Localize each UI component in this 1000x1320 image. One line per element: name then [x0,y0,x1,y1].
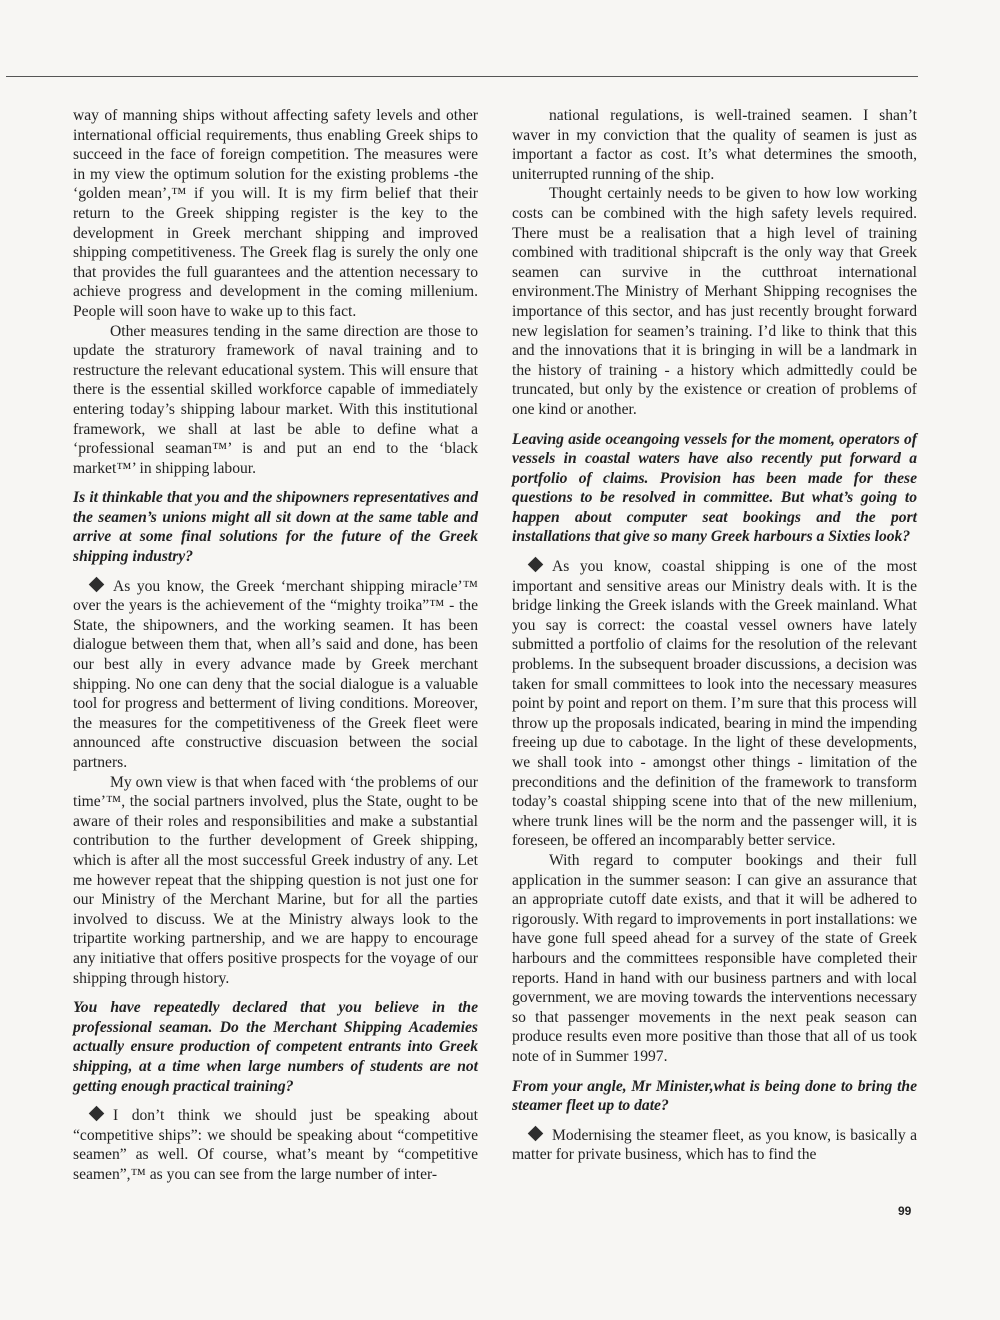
left-column [73,106,478,1184]
interview-question: From your angle, Mr Minister,what is being done to bring the steamer fleet up to date? [512,1077,917,1115]
answer-text: I don’t think we should just be speaking about “competitive ships”: we should be speaking about “competitive seamen” as well. Of course, what’s meant by “competitive seamen”,™ as you can see from the large number of inter- [73,1107,478,1183]
diamond-bullet-icon [528,557,544,573]
diamond-bullet-icon [89,576,105,592]
answer-paragraph [512,557,917,851]
interview-question: Leaving aside oceangoing vessels for the moment, operators of vessels in coastal waters have also recently put forward a portfolio of claims. Provision has been made for these questions to be resolved in committee. But what’s going to happen about computer seat bookings and the port installations that give so many Greek harbours a Sixties look? [512,430,917,546]
paragraph: With regard to computer bookings and their full application in the summer season: I can give an assurance that an appropriate cutoff date exists, and that it will be adhered to rigorously. With regard to improvements in port installations: we have gone full speed ahead for a survey of the state of Greek harbours and the committees responsible have completed their reports. Hand in hand with our business partners and with local government, we are moving towards the interventions necessary so that passenger movements in the next peak season can produce results even more positive than those that all of us took note of in Summer 1997. [512,851,917,1065]
answer-text: Modernising the steamer fleet, as you know, is basically a matter for private business, which has to find the [512,1126,917,1164]
right-column [512,106,917,1165]
paragraph: Other measures tending in the same direction are those to update the straturory framework of naval training and to restructure the relevant educational system. This will ensure that there is the essential skilled workforce capable of immediately entering today’s shipping labour market. With this institutional framework, we shall at last be able to define what a ‘professional seaman™’ is and put an end to the ‘black market™’ in shipping labour. [73,322,478,477]
answer-paragraph [512,1126,917,1165]
answer-paragraph [73,577,478,773]
paragraph: national regulations, is well-trained seamen. I shan’t waver in my conviction that the quality of seamen is just as important a factor as cost. It’s what determines the smooth, uniterrupted running of the ship. [512,107,917,183]
header-rule [6,76,918,77]
answer-text: As you know, coastal shipping is one of the most important and sensitive areas our Ministry deals with. It is the bridge linking the Greek islands with the Greek mainland. What you say is correct: the coastal vessel owners have lately submitted a portfolio of claims for the resolution of the relevant problems. In the subsequent broader discussions, a decision was taken for small committees to look into the necessary measures point by point and report on them. I’m sure that this process will throw up the proposals indicated, bearing in mind the impending freeing up due to cabotage. In the light of these developments, we shall took into - amongst other things - limitation of the preconditions and the definition of the framework to transform today’s coastal shipping scene into that of the new millenium, where trunk lines will be the norm and the passenger will, it is foreseen, be offered an incomparably better service. [512,558,917,850]
page-number: 99 [898,1204,912,1218]
interview-question: You have repeatedly declared that you believe in the professional seaman. Do the Merchant Shipping Academies actually ensure production of competent entrants into Greek shipping, at a time when large numbers of students are not getting enough practical training? [73,999,478,1095]
paragraph: My own view is that when faced with ‘the problems of our time’™, the social partners involved, plus the State, ought to be aware of their roles and responsibilities and make a substantial contribution to the further development of Greek shipping, which is after all the most successful Greek industry of any. Let me however repeat that the shipping question is not just one for our Ministry of the Merchant Marine, but for all the parties involved to discuss. We at the Ministry always look to the tripartite working partnership, and we are happy to encourage any initiative that offers positive prospects for the voyage of our shipping through history. [73,773,478,987]
diamond-bullet-icon [528,1125,544,1141]
paragraph: way of manning ships without affecting safety levels and other international official requirements, thus enabling Greek ships to succeed in the face of foreign competition. The measures were in my view the optimum solution for the existing problems -the ‘golden mean’,™ if you will. It is my firm belief that their return to the Greek shipping register is the key to the development in Greek merchant shipping and improved shipping competitiveness. The Greek flag is surely the only one that provides the full guarantees and the attention necessary to achieve progress and development in the coming millenium. People will soon have to wake up to this fact. [73,107,478,320]
answer-paragraph [73,1106,478,1184]
interview-question: Is it thinkable that you and the shipowners representatives and the seamen’s unions might all sit down at the same table and arrive at some final solutions for the future of the Greek shipping industry? [73,489,478,566]
diamond-bullet-icon [89,1106,105,1122]
answer-text: As you know, the Greek ‘merchant shipping miracle’™ over the years is the achievement of the “mighty troika”™ - the State, the shipowners, and the working seamen. It has been dialogue between them that, when all’s said and done, has been our best ally in every advance made by Greek merchant shipping. No one can deny that the social dialogue is a valuable tool for progress and betterment of living conditions. Moreover, the measures for the competitiveness of the Greek fleet were announced afte constructive discuasion between the social partners. [73,577,478,771]
paragraph: Thought certainly needs to be given to how low working costs can be combined with the high safety levels required. There must be a realisation that a high level of training combined with traditional shipcraft is the only way that Greek seamen can survive in the cutthroat international environment.The Ministry of Merhant Shipping recognises the importance of this sector, and has just recently brought forward new legislation for seamen’s training. I’d like to think that this and the innovations that it is bringing in will be a landmark in the history of training - a history which admittedly could be truncated, but only by the existence or creation of problems of one kind or another. [512,185,917,418]
